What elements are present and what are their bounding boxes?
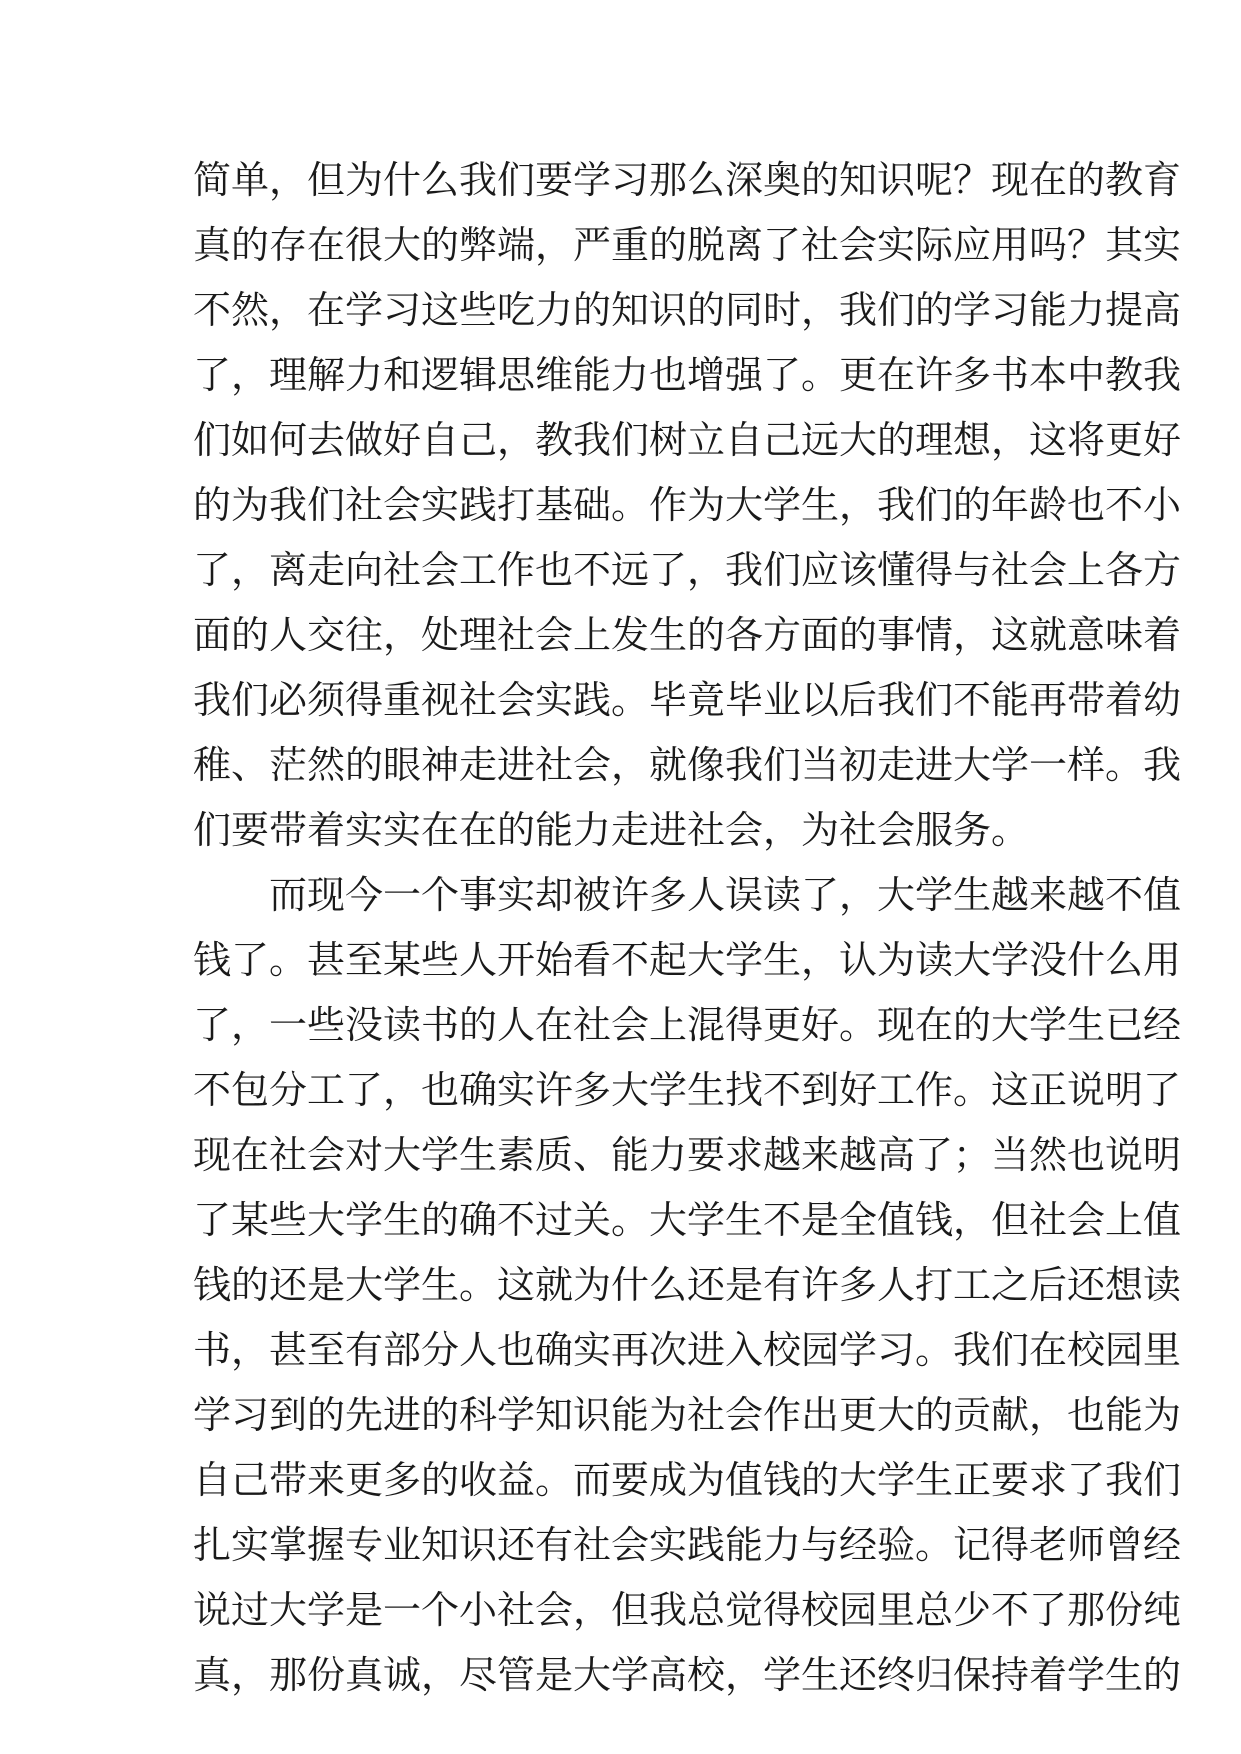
text-line: 们如何去做好自己，教我们树立自己远大的理想，这将更好	[193, 418, 1182, 462]
text-line: 钱了。甚至某些人开始看不起大学生，认为读大学没什么用	[193, 938, 1182, 982]
text-line: 了，离走向社会工作也不远了，我们应该懂得与社会上各方	[193, 548, 1182, 592]
text-line: 自己带来更多的收益。而要成为值钱的大学生正要求了我们	[193, 1458, 1182, 1502]
body-text	[193, 148, 1182, 1708]
text-line: 现在社会对大学生素质、能力要求越来越高了；当然也说明	[193, 1133, 1182, 1177]
text-line: 不然，在学习这些吃力的知识的同时，我们的学习能力提高	[193, 288, 1182, 332]
text-line: 书，甚至有部分人也确实再次进入校园学习。我们在校园里	[193, 1328, 1182, 1372]
text-line: 扎实掌握专业知识还有社会实践能力与经验。记得老师曾经	[193, 1523, 1182, 1567]
text-line: 我们必须得重视社会实践。毕竟毕业以后我们不能再带着幼	[193, 678, 1182, 722]
text-line: 真的存在很大的弊端，严重的脱离了社会实际应用吗？其实	[193, 223, 1182, 267]
text-line: 学习到的先进的科学知识能为社会作出更大的贡献，也能为	[193, 1393, 1182, 1437]
text-line: 不包分工了，也确实许多大学生找不到好工作。这正说明了	[193, 1068, 1182, 1112]
text-line: 的为我们社会实践打基础。作为大学生，我们的年龄也不小	[193, 483, 1182, 527]
paragraph-end-line: 们要带着实实在在的能力走进社会，为社会服务。	[193, 808, 1030, 852]
text-line: 稚、茫然的眼神走进社会，就像我们当初走进大学一样。我	[193, 743, 1182, 787]
text-line: 说过大学是一个小社会，但我总觉得校园里总少不了那份纯	[193, 1588, 1182, 1632]
text-line: 面的人交往，处理社会上发生的各方面的事情，这就意味着	[193, 613, 1182, 657]
text-line: 了，理解力和逻辑思维能力也增强了。更在许多书本中教我	[193, 353, 1182, 397]
text-line: 了某些大学生的确不过关。大学生不是全值钱，但社会上值	[193, 1198, 1182, 1242]
text-line: 钱的还是大学生。这就为什么还是有许多人打工之后还想读	[193, 1263, 1182, 1307]
paragraph-start-line: 而现今一个事实却被许多人误读了，大学生越来越不值	[269, 873, 1182, 917]
text-line: 了，一些没读书的人在社会上混得更好。现在的大学生已经	[193, 1003, 1182, 1047]
text-line: 简单，但为什么我们要学习那么深奥的知识呢？现在的教育	[193, 158, 1182, 202]
text-line: 真，那份真诚，尽管是大学高校，学生还终归保持着学生的	[193, 1653, 1182, 1697]
